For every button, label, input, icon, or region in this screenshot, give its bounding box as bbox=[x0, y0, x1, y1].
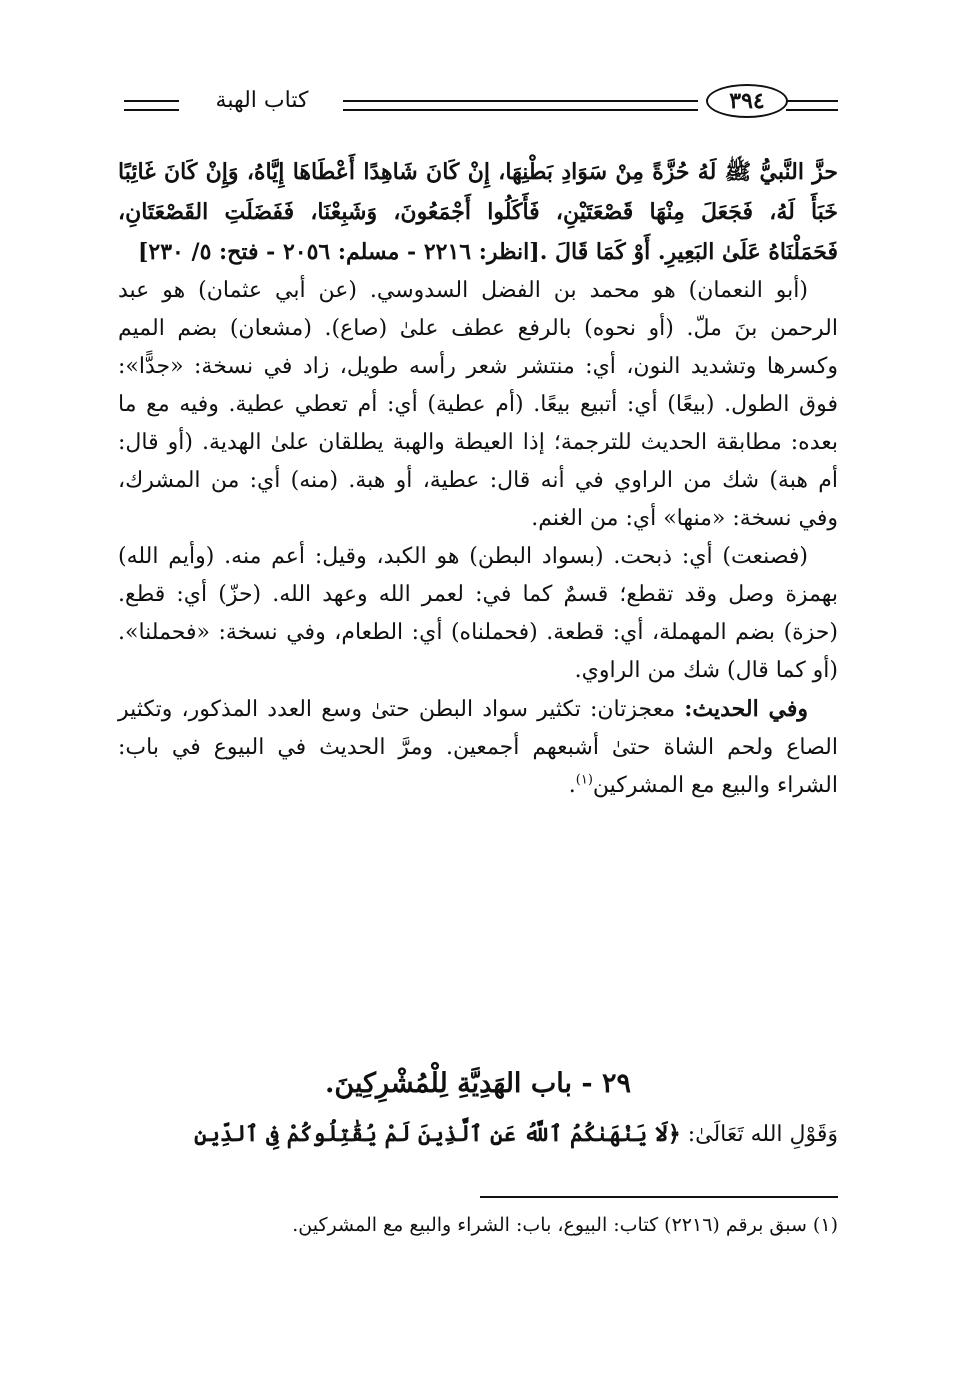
benefit-paragraph bbox=[118, 690, 838, 805]
verse-line bbox=[118, 1114, 838, 1155]
running-title: كتاب الهبة bbox=[215, 88, 309, 113]
chapter-heading: ٢٩ - باب الهَدِيَّةِ لِلْمُشْرِكِينَ. bbox=[324, 1068, 632, 1099]
benefit-end: . bbox=[568, 773, 576, 798]
header-rule-left bbox=[124, 100, 179, 111]
quran-verse: ﴿لَا يَنْهَىٰكُمُ ٱللَّهُ عَنِ ٱلَّذِينَ لَمْ يُقَٰتِلُوكُمْ فِى ٱلدِّينِ bbox=[194, 1121, 681, 1147]
page-body bbox=[118, 152, 838, 805]
footnote: (١) سبق برقم (٢٢١٦) كتاب: البيوع، باب: الشراء والبيع مع المشركين. bbox=[292, 1214, 838, 1236]
footnote-marker: (١) bbox=[575, 772, 593, 788]
page-header bbox=[118, 80, 838, 126]
page-number-badge: ٣٩٤ bbox=[706, 84, 788, 118]
commentary-paragraph-1: (أبو النعمان) هو محمد بن الفضل السدوسي. (عن أبي عثمان) هو عبد الرحمن بنَ ملّ. (أو نحوه) بالرفع عطف علىٰ (صاع). (مشعان) بضم الميم وكسرها وتشديد النون، أي: منتشر شعر رأسه طويل، زاد في نسخة: «جدًّا»: فوق الطول. (بيعًا) أي: أتبيع بيعًا. (أم عطية) أي: أم تعطي عطية. وفيه مع ما بعده: مطابقة الحديث للترجمة؛ إذا العيطة والهبة يطلقان علىٰ الهدية. (أو قال: أم هبة) شك من الراوي في أنه قال: عطية، أو هبة. (منه) أي: من المشرك، وفي نسخة: «منها» أي: من الغنم. bbox=[118, 278, 838, 531]
header-rule-right bbox=[786, 100, 838, 111]
benefit-text: معجزتان: تكثير سواد البطن حتىٰ وسع العدد المذكور، وتكثير الصاع ولحم الشاة حتىٰ أشبعهم أجمعين. ومرَّ الحديث في البيوع في باب: الشراء والبيع مع المشركين bbox=[118, 697, 838, 798]
header-rule-middle bbox=[343, 100, 698, 111]
verse-intro: وَقَوْلِ الله تَعَالَىٰ: bbox=[680, 1122, 838, 1147]
benefit-lead: وفي الحديث: bbox=[684, 696, 808, 722]
footnote-separator bbox=[480, 1196, 838, 1198]
hadith-text: حزَّ النَّبيُّ ﷺ لَهُ حُزَّةً مِنْ سَوَادِ بَطْنِهَا، إِنْ كَانَ شَاهِدًا أَعْطَاهَا إِيَّاهُ، وَإِنْ كَانَ غَائِبًا خَبَأَ لَهُ، فَجَعَلَ مِنْهَا قَصْعَتَيْنِ، فَأَكَلُوا أَجْمَعُونَ، وَشَبِعْنَا، فَفَضَلَتِ القَصْعَتَانِ، فَحَمَلْنَاهُ عَلَىٰ البَعِيرِ. أَوْ كَمَا قَالَ .[انظر: ٢٢١٦ - مسلم: ٢٠٥٦ - فتح: ٥/ ٢٣٠] bbox=[118, 159, 838, 265]
commentary-paragraph-2: (فصنعت) أي: ذبحت. (بسواد البطن) هو الكبد، وقيل: أعم منه. (وأيم الله) بهمزة وصل وقد تقطع؛ قسمٌ كما في: لعمر الله وعهد الله. (حزّ) أي: قطع. (حزة) بضم المهملة، أي: قطعة. (فحملناه) أي: الطعام، وفي نسخة: «فحملنا». (أو كما قال) شك من الراوي. bbox=[118, 544, 838, 683]
